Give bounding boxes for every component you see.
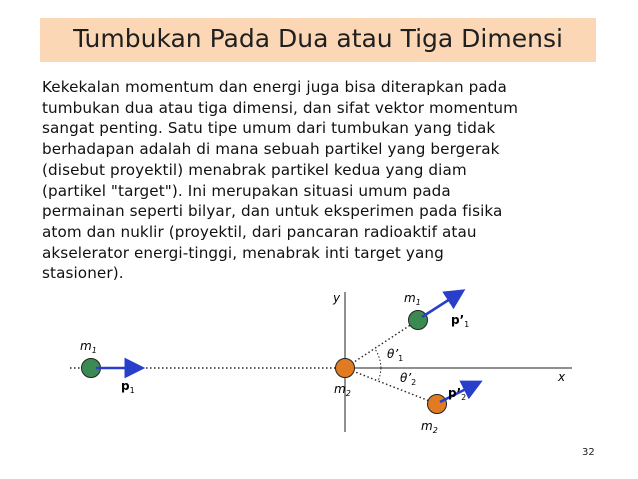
paragraph-line: permainan seperti bilyar, dan untuk eksperimen pada fisika [42,202,503,221]
particle-m1-after [409,311,428,330]
page-title: Tumbukan Pada Dua atau Tiga Dimensi [73,24,563,53]
label-m1-after: $m_1$ [404,291,421,307]
paragraph-line: (partikel "target"). Ini merupakan situasi umum pada [42,181,451,200]
label-theta2: $\theta’_2$ [400,371,417,387]
paragraph-line: stasioner). [42,264,124,283]
label-m1: $m_1$ [80,339,97,355]
paragraph-line: tumbukan dua atau tiga dimensi, dan sifat vektor momentum [42,98,519,117]
path-m1-after [345,320,418,368]
paragraph-line: akselerator energi-tinggi, menabrak inti target yang [42,243,444,262]
label-p1-after: $p’_1$ [451,313,470,329]
particle-m2-after [428,395,447,414]
label-p2-after: $p’_2$ [448,386,467,402]
x-axis-label: x [558,370,566,384]
angle-arc-1 [375,349,381,368]
paragraph-line: sangat penting. Satu tipe umum dari tumbukan yang tidak [42,119,496,138]
path-m2-after [345,368,437,404]
page-number: 32 [582,447,595,458]
label-m2-after: $m_2$ [421,419,438,435]
paragraph-line: atom dan nuklir (proyektil, dari pancaran radioaktif atau [42,222,477,241]
paragraph-line: Kekekalan momentum dan energi juga bisa diterapkan pada [42,78,507,96]
y-axis-label: y [333,291,341,305]
label-m2: $m_2$ [334,382,351,398]
particle-m2-target [336,359,355,378]
paragraph-line: (disebut proyektil) menabrak partikel kedua yang diam [42,160,467,179]
label-theta1: $\theta’_1$ [387,347,404,363]
paragraph-line: berhadapan adalah di mana sebuah partikel yang bergerak [42,140,500,159]
label-p1: $p_1$ [121,379,135,395]
angle-arc-2 [378,368,381,381]
